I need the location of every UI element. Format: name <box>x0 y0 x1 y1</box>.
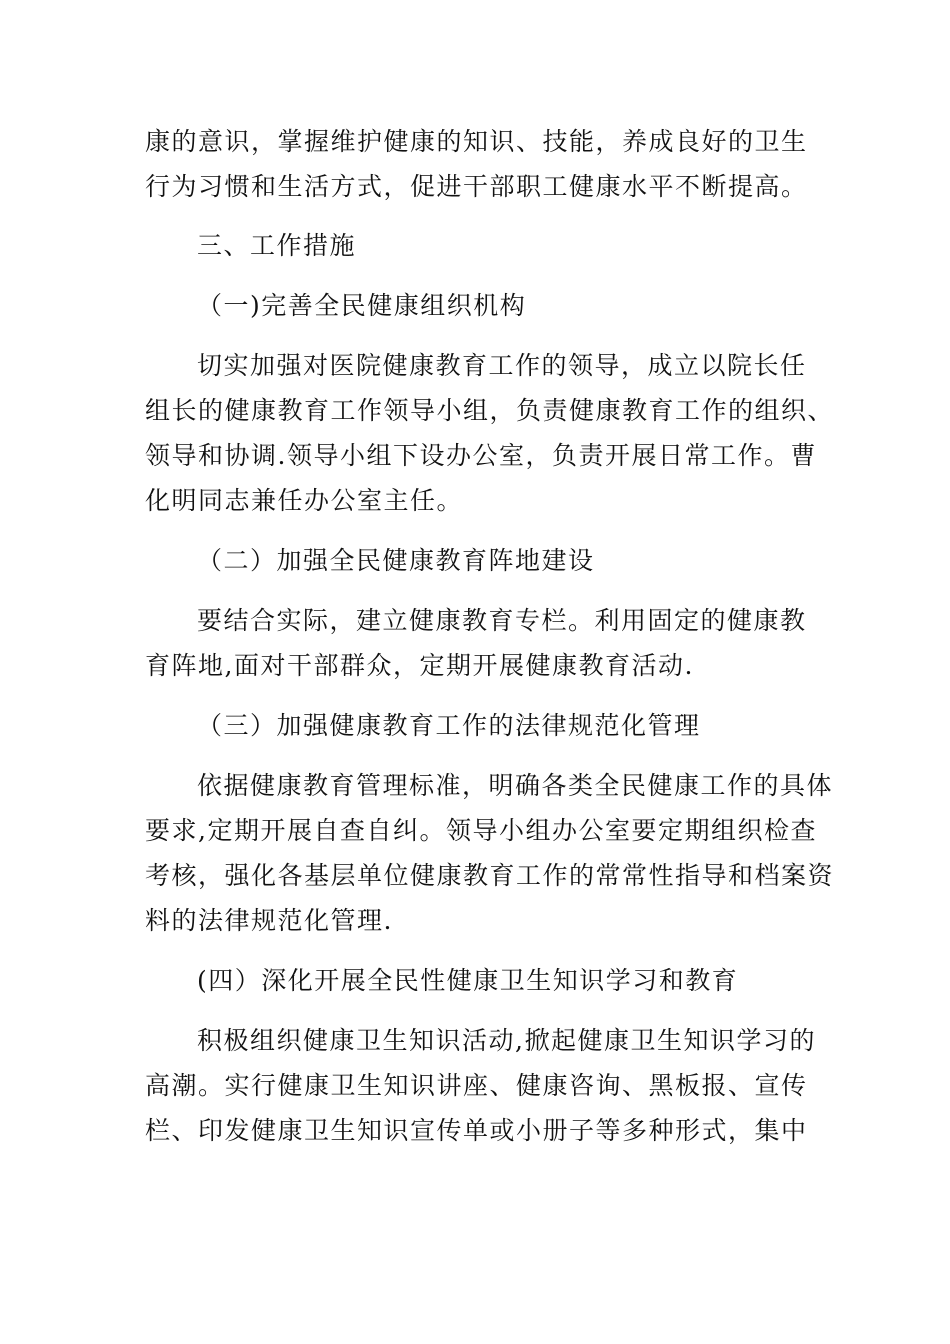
subsection-1-line-3: 领导和协调.领导小组下设办公室，负责开展日常工作。曹 <box>145 441 817 470</box>
intro-line-1: 康的意识，掌握维护健康的知识、技能，养成良好的卫生 <box>145 127 808 156</box>
section-3-title: 三、工作措施 <box>197 231 357 260</box>
subsection-3-line-1: 依据健康教育管理标准，明确各类全民健康工作的具体 <box>197 771 834 800</box>
subsection-1-line-4: 化明同志兼任办公室主任。 <box>145 486 464 515</box>
subsection-4-line-3: 栏、印发健康卫生知识宣传单或小册子等多种形式，集中 <box>145 1116 808 1145</box>
subsection-2-title: （二）加强全民健康教育阵地建设 <box>197 546 595 575</box>
subsection-3-title: （三）加强健康教育工作的法律规范化管理 <box>197 711 701 740</box>
subsection-2-line-1: 要结合实际，建立健康教育专栏。利用固定的健康教 <box>197 606 807 635</box>
subsection-1-line-2: 组长的健康教育工作领导小组，负责健康教育工作的组织、 <box>145 396 835 425</box>
intro-line-2: 行为习惯和生活方式，促进干部职工健康水平不断提高。 <box>145 172 808 201</box>
subsection-3-line-4: 料的法律规范化管理. <box>145 906 393 935</box>
subsection-4-line-2: 高潮。实行健康卫生知识讲座、健康咨询、黑板报、宣传 <box>145 1071 808 1100</box>
subsection-4-title: (四）深化开展全民性健康卫生知识学习和教育 <box>197 966 739 995</box>
subsection-4-line-1: 积极组织健康卫生知识活动,掀起健康卫生知识学习的 <box>197 1026 816 1055</box>
subsection-1-line-1: 切实加强对医院健康教育工作的领导，成立以院长任 <box>197 351 807 380</box>
subsection-1-title: （一)完善全民健康组织机构 <box>197 291 527 320</box>
subsection-3-line-3: 考核，强化各基层单位健康教育工作的常常性指导和档案资 <box>145 861 835 890</box>
subsection-3-line-2: 要求,定期开展自查自纠。领导小组办公室要定期组织检查 <box>145 816 817 845</box>
subsection-2-line-2: 育阵地,面对干部群众，定期开展健康教育活动. <box>145 651 694 680</box>
